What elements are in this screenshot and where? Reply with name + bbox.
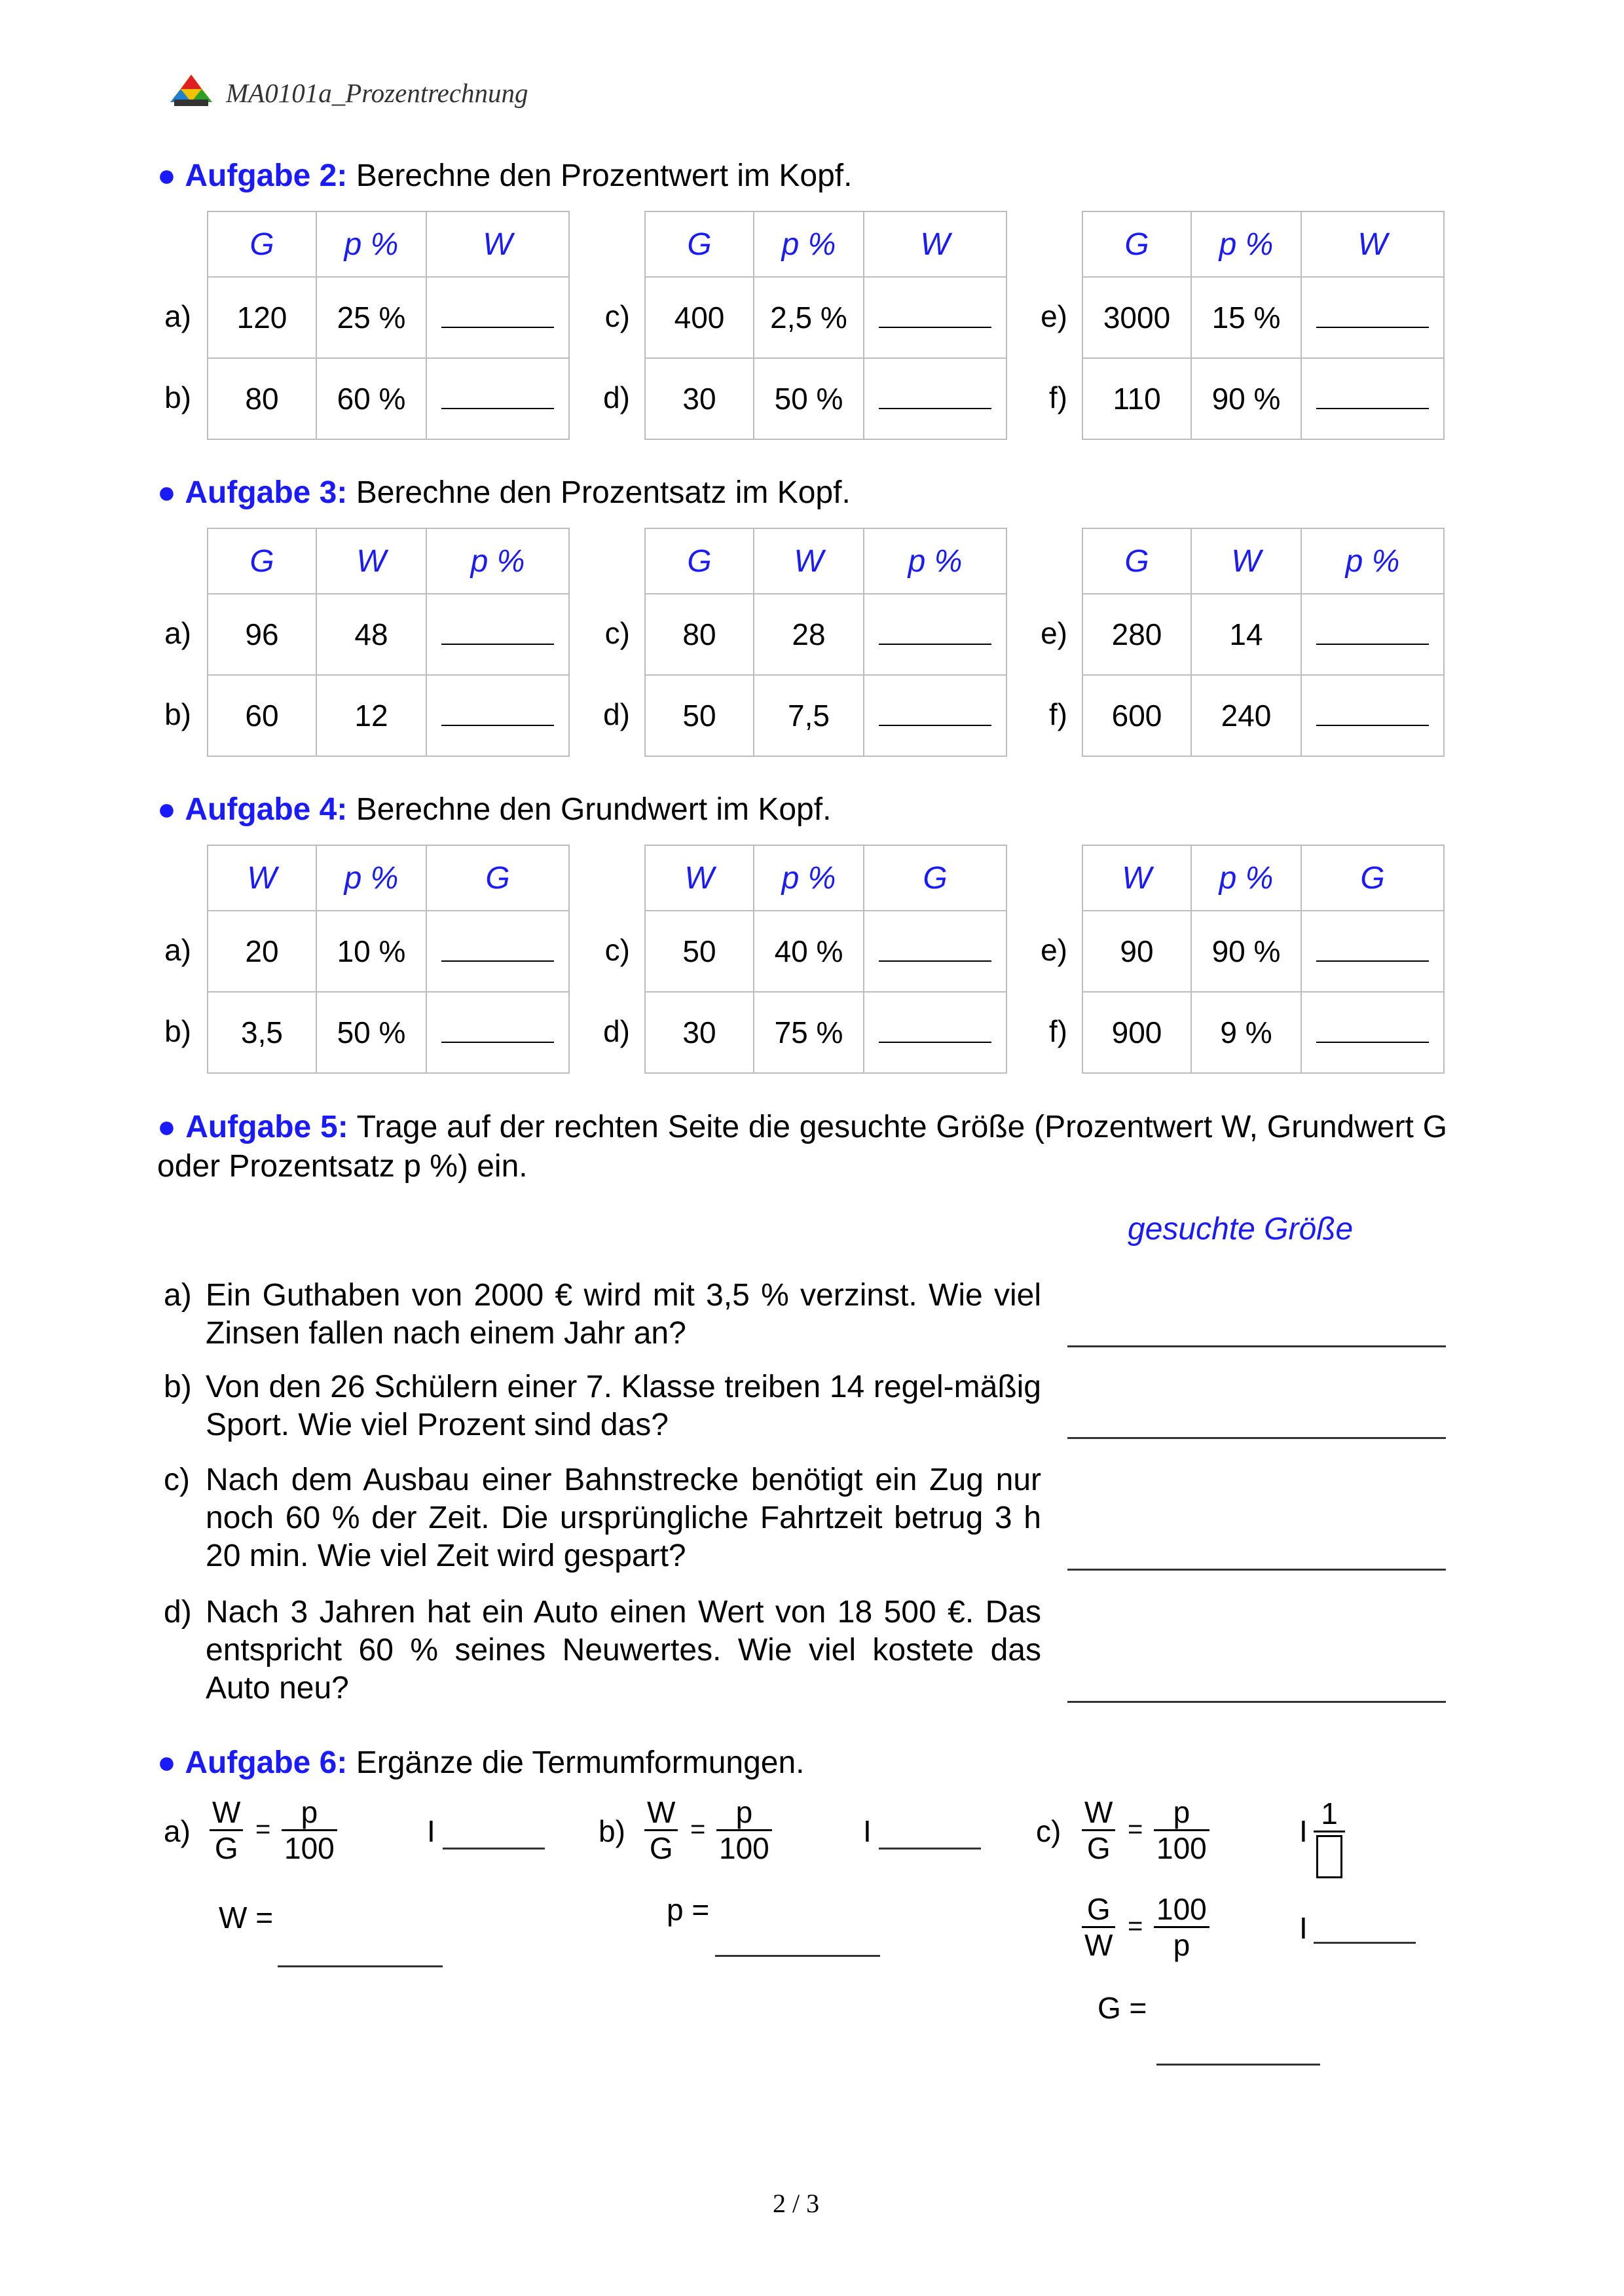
- given-value-2: 90 %: [1191, 911, 1301, 992]
- answer-cell[interactable]: [864, 277, 1006, 358]
- answer-cell[interactable]: [864, 992, 1006, 1073]
- column-header: W: [1301, 211, 1444, 277]
- table-header-row: [208, 845, 569, 911]
- row-label: e): [1041, 933, 1067, 967]
- task5-text: Trage auf der rechten Seite die gesuchte Größe (Prozentwert W, Grundwert G oder Prozentsatz p %) ein.: [157, 1110, 1448, 1184]
- answer-cell[interactable]: [426, 358, 569, 439]
- result-blank-a[interactable]: [278, 1965, 443, 1967]
- column-header: p %: [316, 845, 426, 911]
- table-row: [645, 675, 1006, 756]
- answer-line-b[interactable]: [1067, 1437, 1446, 1439]
- column-header: G: [645, 528, 754, 594]
- result-label-a: W =: [219, 1901, 274, 1935]
- bullet: ●: [157, 1110, 177, 1144]
- answer-cell[interactable]: [1301, 675, 1444, 756]
- answer-cell[interactable]: [864, 675, 1006, 756]
- answer-cell[interactable]: [864, 594, 1006, 675]
- fraction-100-over-p: $\frac{100}{p}$: [1154, 1892, 1209, 1962]
- given-value-1: 120: [208, 277, 316, 358]
- given-value-2: 75 %: [754, 992, 864, 1073]
- column-header: G: [645, 211, 754, 277]
- task2-heading: [157, 156, 1447, 196]
- answer-blank[interactable]: [441, 1029, 554, 1043]
- answer-cell[interactable]: [1301, 911, 1444, 992]
- answer-blank[interactable]: [441, 630, 554, 645]
- item-label: c): [164, 1463, 190, 1497]
- column-header: p %: [316, 211, 426, 277]
- column-header: p %: [1191, 211, 1301, 277]
- answer-blank[interactable]: [1316, 1029, 1429, 1043]
- result-label-c: G =: [1098, 1991, 1147, 2025]
- column-header: W: [1082, 845, 1191, 911]
- column-header: G: [864, 845, 1006, 911]
- answer-cell[interactable]: [426, 911, 569, 992]
- answer-blank[interactable]: [441, 314, 554, 328]
- given-value-2: 90 %: [1191, 358, 1301, 439]
- given-value-2: 48: [316, 594, 426, 675]
- column-header: G: [1082, 528, 1191, 594]
- row-label: c): [604, 933, 630, 967]
- equals-sign: =: [690, 1815, 706, 1844]
- answer-line-a[interactable]: [1067, 1345, 1446, 1347]
- answer-blank[interactable]: [1316, 314, 1429, 328]
- given-value-1: 3000: [1082, 277, 1191, 358]
- operation-bar: I: [1299, 1911, 1308, 1945]
- task4-table-1: [207, 845, 570, 1074]
- answer-cell[interactable]: [426, 992, 569, 1073]
- table-row: [645, 277, 1006, 358]
- given-value-2: 25 %: [316, 277, 426, 358]
- answer-blank[interactable]: [879, 947, 991, 962]
- column-header: G: [208, 211, 316, 277]
- operation-blank-a[interactable]: [443, 1848, 545, 1850]
- given-value-1: 50: [645, 675, 754, 756]
- answer-blank[interactable]: [441, 947, 554, 962]
- task3-table-1: [207, 528, 570, 757]
- fraction-p-over-100: $\frac{p}{100}$: [1154, 1795, 1209, 1865]
- given-value-2: 240: [1191, 675, 1301, 756]
- answer-blank[interactable]: [1316, 395, 1429, 409]
- given-value-2: 28: [754, 594, 864, 675]
- answer-cell[interactable]: [426, 594, 569, 675]
- column-header: p %: [864, 528, 1006, 594]
- task2-table-2: [644, 211, 1007, 440]
- given-value-1: 900: [1082, 992, 1191, 1073]
- answer-cell[interactable]: [426, 675, 569, 756]
- table-row: [1082, 277, 1444, 358]
- task6-heading: [157, 1743, 1447, 1783]
- operation-bar: I: [863, 1814, 872, 1848]
- result-blank-b[interactable]: [715, 1955, 880, 1957]
- answer-blank[interactable]: [1316, 712, 1429, 726]
- item-text: Nach dem Ausbau einer Bahnstrecke benötigt ein Zug nur noch 60 % der Zeit. Die ursprüngliche Fahrtzeit betrug 3 h 20 min. Wie viel Zeit wird gespart?: [206, 1463, 1041, 1573]
- answer-blank[interactable]: [879, 630, 991, 645]
- answer-cell[interactable]: [864, 358, 1006, 439]
- answer-cell[interactable]: [426, 277, 569, 358]
- item-label: b): [164, 1370, 192, 1404]
- column-header: W: [316, 528, 426, 594]
- task4-table-3: [1082, 845, 1445, 1074]
- answer-blank[interactable]: [879, 314, 991, 328]
- row-label: e): [1041, 299, 1067, 333]
- table-row: [208, 911, 569, 992]
- column-header: W: [208, 845, 316, 911]
- answer-blank[interactable]: [1316, 630, 1429, 645]
- bullet: ●: [157, 792, 176, 827]
- table-row: [645, 594, 1006, 675]
- table-row: [645, 358, 1006, 439]
- table-row: [1082, 911, 1444, 992]
- given-value-1: 30: [645, 358, 754, 439]
- given-value-2: 50 %: [754, 358, 864, 439]
- column-header: G: [1301, 845, 1444, 911]
- table-row: [1082, 594, 1444, 675]
- table-header-row: [645, 845, 1006, 911]
- given-value-2: 40 %: [754, 911, 864, 992]
- given-value-1: 110: [1082, 358, 1191, 439]
- row-label: d): [603, 697, 630, 731]
- column-header: W: [426, 211, 569, 277]
- given-value-2: 14: [1191, 594, 1301, 675]
- table-row: [1082, 358, 1444, 439]
- task5-item-b: [164, 1368, 1041, 1444]
- task5-item-a: [164, 1277, 1041, 1353]
- equals-sign: =: [1128, 1912, 1143, 1941]
- task3-table-2: [644, 528, 1007, 757]
- column-header: G: [426, 845, 569, 911]
- table-header-row: [645, 528, 1006, 594]
- column-header: G: [1082, 211, 1191, 277]
- item-text: Nach 3 Jahren hat ein Auto einen Wert von 18 500 €. Das entspricht 60 % seines Neuwertes. Wie viel kostete das Auto neu?: [206, 1595, 1041, 1705]
- given-value-1: 50: [645, 911, 754, 992]
- operation-bar: I: [427, 1814, 435, 1848]
- bullet: ●: [157, 475, 176, 510]
- equals-sign: =: [1128, 1815, 1143, 1844]
- task3-label: Aufgabe 3:: [185, 475, 348, 510]
- operation-blank-b[interactable]: [879, 1848, 981, 1850]
- table-row: [1082, 675, 1444, 756]
- logo-icon: [169, 73, 213, 107]
- row-label: f): [1048, 697, 1067, 731]
- table-header-row: [1082, 211, 1444, 277]
- task6c-label: c): [1036, 1814, 1061, 1848]
- row-label: c): [604, 616, 630, 650]
- task4-text: Berechne den Grundwert im Kopf.: [356, 792, 832, 827]
- given-value-1: 280: [1082, 594, 1191, 675]
- answer-cell[interactable]: [1301, 992, 1444, 1073]
- equals-sign: =: [255, 1815, 271, 1844]
- given-value-2: 50 %: [316, 992, 426, 1073]
- task2-table-1: [207, 211, 570, 440]
- item-label: d): [164, 1595, 192, 1630]
- task3-text: Berechne den Prozentsatz im Kopf.: [356, 475, 851, 510]
- task6b-label: b): [599, 1814, 625, 1848]
- page-number: 2 / 3: [773, 2189, 820, 2218]
- reciprocal-box[interactable]: [1316, 1835, 1342, 1878]
- row-label: e): [1041, 616, 1067, 650]
- task3-heading: [157, 473, 1447, 513]
- table-row: [645, 911, 1006, 992]
- answer-blank[interactable]: [879, 395, 991, 409]
- fraction-g-over-w: $\frac{G}{W}$: [1082, 1892, 1115, 1962]
- given-value-1: 3,5: [208, 992, 316, 1073]
- fraction-p-over-100: $\frac{p}{100}$: [282, 1795, 337, 1865]
- table-row: [208, 594, 569, 675]
- given-value-1: 30: [645, 992, 754, 1073]
- given-value-1: 600: [1082, 675, 1191, 756]
- task5-column-head: gesuchte Größe: [1128, 1212, 1354, 1247]
- item-text: Ein Guthaben von 2000 € wird mit 3,5 % verzinst. Wie viel Zinsen fallen nach einem Jahr an?: [206, 1278, 1041, 1351]
- answer-cell[interactable]: [864, 911, 1006, 992]
- column-header: p %: [1191, 845, 1301, 911]
- row-label: d): [603, 1014, 630, 1048]
- answer-cell[interactable]: [1301, 277, 1444, 358]
- task4-label: Aufgabe 4:: [185, 792, 348, 827]
- column-header: W: [864, 211, 1006, 277]
- given-value-1: 80: [645, 594, 754, 675]
- given-value-2: 15 %: [1191, 277, 1301, 358]
- bullet: ●: [157, 1745, 176, 1780]
- row-label: d): [603, 380, 630, 414]
- task5-item-c: [164, 1461, 1041, 1575]
- result-label-b: p =: [667, 1893, 710, 1927]
- column-header: G: [208, 528, 316, 594]
- column-header: p %: [426, 528, 569, 594]
- given-value-1: 96: [208, 594, 316, 675]
- answer-blank[interactable]: [1316, 947, 1429, 962]
- column-header: W: [645, 845, 754, 911]
- given-value-2: 2,5 %: [754, 277, 864, 358]
- task2-text: Berechne den Prozentwert im Kopf.: [356, 158, 853, 193]
- row-label: a): [164, 933, 191, 967]
- task2-table-3: [1082, 211, 1445, 440]
- given-value-1: 60: [208, 675, 316, 756]
- row-label: b): [164, 697, 191, 731]
- fraction-w-over-g: $\frac{W}{G}$: [210, 1795, 243, 1865]
- task5-label: Aufgabe 5:: [185, 1110, 348, 1144]
- row-label: a): [164, 299, 191, 333]
- answer-blank[interactable]: [441, 712, 554, 726]
- given-value-2: 7,5: [754, 675, 864, 756]
- operation-bar: I: [1299, 1814, 1308, 1848]
- task4-heading: [157, 790, 1447, 830]
- row-label: b): [164, 380, 191, 414]
- answer-blank[interactable]: [879, 712, 991, 726]
- table-row: [208, 358, 569, 439]
- row-label: c): [604, 299, 630, 333]
- task6-label: Aufgabe 6:: [185, 1745, 348, 1780]
- column-header: p %: [1301, 528, 1444, 594]
- given-value-1: 90: [1082, 911, 1191, 992]
- column-header: W: [754, 528, 864, 594]
- given-value-2: 12: [316, 675, 426, 756]
- table-header-row: [1082, 528, 1444, 594]
- answer-line-d[interactable]: [1067, 1701, 1446, 1703]
- given-value-2: 9 %: [1191, 992, 1301, 1073]
- given-value-2: 10 %: [316, 911, 426, 992]
- task5-heading: [157, 1108, 1447, 1186]
- document-title: MA0101a_Prozentrechnung: [226, 78, 528, 108]
- column-header: W: [1191, 528, 1301, 594]
- fraction-w-over-g: $\frac{W}{G}$: [644, 1795, 678, 1865]
- result-blank-c[interactable]: [1156, 2064, 1320, 2066]
- row-label: f): [1048, 1014, 1067, 1048]
- table-row: [1082, 992, 1444, 1073]
- answer-cell[interactable]: [1301, 594, 1444, 675]
- given-value-2: 60 %: [316, 358, 426, 439]
- table-header-row: [645, 211, 1006, 277]
- table-row: [645, 992, 1006, 1073]
- item-label: a): [164, 1278, 192, 1313]
- task3-table-3: [1082, 528, 1445, 757]
- task2-label: Aufgabe 2:: [185, 158, 348, 193]
- task4-table-2: [644, 845, 1007, 1074]
- given-value-1: 20: [208, 911, 316, 992]
- row-label: f): [1048, 380, 1067, 414]
- item-text: Von den 26 Schülern einer 7. Klasse treiben 14 regel-mäßig Sport. Wie viel Prozent sind das?: [206, 1370, 1041, 1442]
- column-header: p %: [754, 211, 864, 277]
- answer-blank[interactable]: [879, 1029, 991, 1043]
- reciprocal-step: 1: [1314, 1796, 1345, 1867]
- answer-blank[interactable]: [441, 395, 554, 409]
- column-header: p %: [754, 845, 864, 911]
- table-row: [208, 277, 569, 358]
- row-label: a): [164, 616, 191, 650]
- task6a-label: a): [164, 1814, 191, 1848]
- row-label: b): [164, 1014, 191, 1048]
- fraction-w-over-g: $\frac{W}{G}$: [1082, 1795, 1115, 1865]
- task5-item-d: [164, 1594, 1041, 1707]
- fraction-p-over-100: $\frac{p}{100}$: [716, 1795, 772, 1865]
- table-header-row: [208, 528, 569, 594]
- bullet: ●: [157, 158, 176, 193]
- operation-blank-c[interactable]: [1314, 1942, 1416, 1944]
- table-header-row: [208, 211, 569, 277]
- table-row: [208, 675, 569, 756]
- answer-line-c[interactable]: [1067, 1569, 1446, 1571]
- given-value-1: 400: [645, 277, 754, 358]
- answer-cell[interactable]: [1301, 358, 1444, 439]
- given-value-1: 80: [208, 358, 316, 439]
- task6-text: Ergänze die Termumformungen.: [356, 1745, 805, 1780]
- table-row: [208, 992, 569, 1073]
- table-header-row: [1082, 845, 1444, 911]
